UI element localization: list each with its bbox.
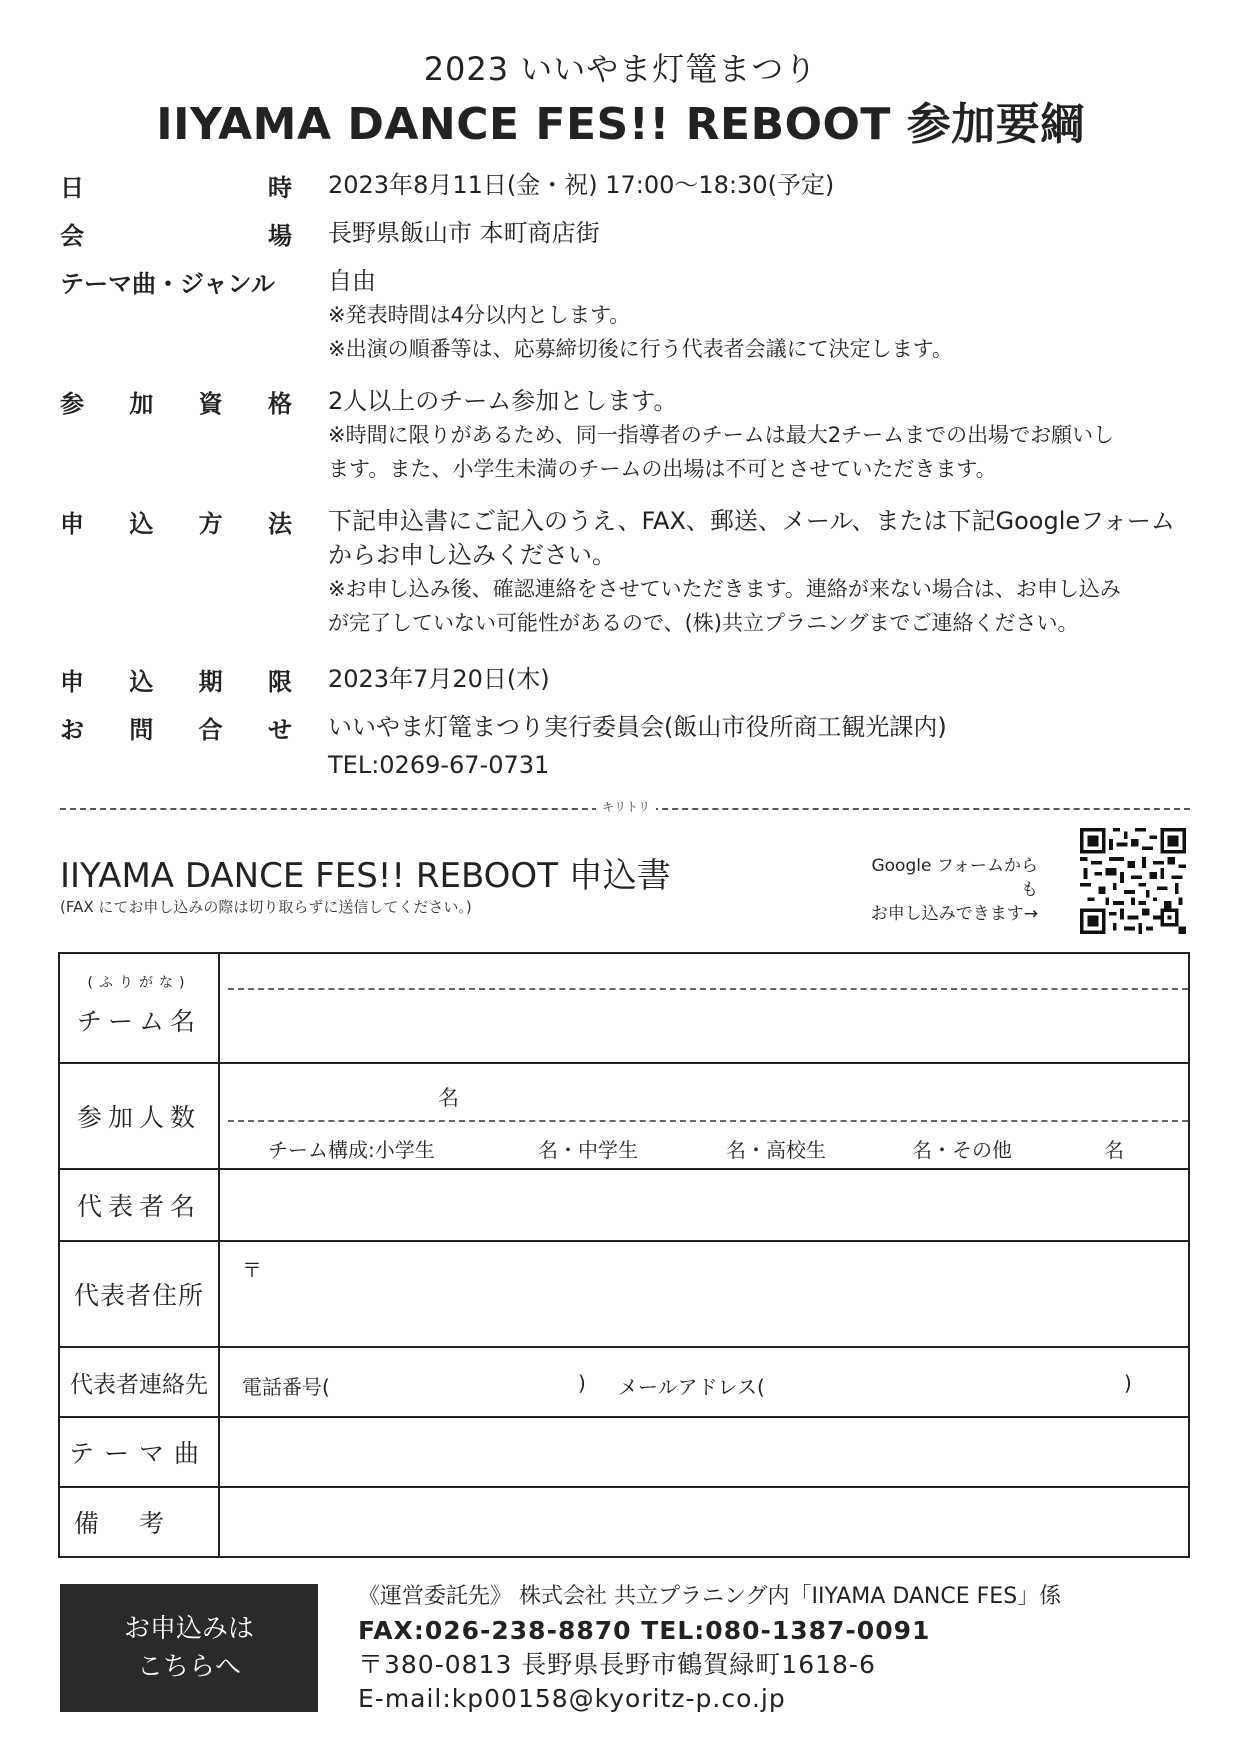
rep-name-field[interactable] — [219, 1169, 1189, 1241]
info-value: 2023年8月11日(金・祝) 17:00〜18:30(予定) — [328, 171, 835, 199]
info-line: 2人以上のチーム参加とします。 — [328, 387, 678, 415]
cut-label: キリトリ — [596, 798, 656, 815]
apply-line: お申込みは — [123, 1614, 254, 1644]
operator-name: 《運営委託先》 株式会社 共立プラニング内「IIYAMA DANCE FES」係 — [358, 1584, 1062, 1609]
phone-close-paren: ) — [578, 1371, 586, 1395]
info-note: ます。また、小学生未満のチームの出場は不可とさせていただきます。 — [328, 457, 997, 481]
phone-label: 電話番号( — [242, 1375, 330, 1399]
form-row-header: 代表者住所 — [59, 1241, 219, 1347]
members-unit-label: 名 — [438, 1086, 459, 1110]
furigana-label: (ふりがな) — [87, 975, 191, 991]
postal-mark: 〒 — [242, 1258, 262, 1282]
page-title: IIYAMA DANCE FES!! REBOOT 参加要綱 — [156, 99, 1085, 150]
composition-area[interactable] — [220, 1122, 1188, 1168]
info-value — [328, 710, 1241, 782]
member-count-area[interactable] — [220, 1064, 1188, 1120]
info-line: 下記申込書にご記入のうえ、FAX、郵送、メール、または下記Googleフォーム — [328, 507, 1175, 535]
qr-code-icon[interactable] — [1080, 828, 1186, 934]
operator-fax-tel: FAX:026-238-8870 TEL:080-1387-0091 — [358, 1616, 931, 1645]
team-name-label: チーム名 — [76, 1007, 201, 1036]
form-row-theme-song — [59, 1417, 1189, 1487]
form-row-rep-name — [59, 1169, 1189, 1241]
theme-song-field[interactable] — [219, 1417, 1189, 1487]
operator-email[interactable]: E-mail:kp00158@kyoritz-p.co.jp — [358, 1684, 786, 1713]
google-note-line: Google フォームからも — [871, 856, 1038, 900]
info-line: TEL:0269-67-0731 — [328, 751, 550, 779]
info-label: 日時 — [60, 174, 292, 202]
composition-elementary-label: チーム構成:小学生 — [268, 1138, 435, 1162]
info-label: 会場 — [60, 222, 292, 250]
composition-high-label: 名・高校生 — [726, 1138, 826, 1162]
composition-middle-label: 名・中学生 — [538, 1138, 638, 1162]
application-form-table — [58, 952, 1190, 1558]
info-value — [328, 384, 1241, 486]
info-note: ※時間に限りがあるため、同一指導者のチームは最大2チームまでの出場でお願いし — [328, 423, 1115, 447]
info-value — [328, 264, 1241, 366]
rep-contact-field[interactable] — [219, 1347, 1189, 1417]
info-label: 申込方法 — [60, 510, 292, 538]
info-label: テーマ曲・ジャンル — [60, 270, 275, 298]
info-note: ※出演の順番等は、応募締切後に行う代表者会議にて決定します。 — [328, 337, 953, 361]
mail-close-paren: ) — [1124, 1371, 1132, 1395]
form-row-header — [59, 953, 219, 1063]
form-row-header: 備考 — [59, 1487, 219, 1557]
info-note: が完了していない可能性があるので、(株)共立プラニングまでご連絡ください。 — [328, 611, 1079, 635]
members-field[interactable] — [219, 1063, 1189, 1169]
form-row-members — [59, 1063, 1189, 1169]
form-row-rep-address — [59, 1241, 1189, 1347]
info-label: お問合せ — [60, 716, 292, 744]
form-row-header: 代表者名 — [59, 1169, 219, 1241]
form-row-team-name — [59, 953, 1189, 1063]
form-row-header: テーマ曲 — [59, 1417, 219, 1487]
info-value — [328, 504, 1241, 640]
composition-end-label: 名 — [1104, 1138, 1124, 1162]
form-title: IIYAMA DANCE FES!! REBOOT 申込書 — [60, 856, 671, 896]
apply-here-box — [60, 1584, 318, 1712]
form-row-header: 代表者連絡先 — [59, 1347, 219, 1417]
form-row-rep-contact — [59, 1347, 1189, 1417]
mail-label: メールアドレス( — [618, 1375, 765, 1399]
team-name-field[interactable] — [219, 953, 1189, 1063]
rep-address-field[interactable] — [219, 1241, 1189, 1347]
team-name-input-area[interactable] — [220, 990, 1188, 1062]
form-row-header: 参加人数 — [59, 1063, 219, 1169]
info-label: 参加資格 — [60, 390, 292, 418]
operator-address: 〒380-0813 長野県長野市鶴賀緑町1618-6 — [358, 1650, 876, 1679]
info-line: からお申し込みください。 — [328, 541, 616, 569]
google-form-note — [860, 854, 1038, 926]
google-note-line: お申し込みできます→ — [870, 904, 1038, 924]
event-subtitle: 2023 いいやま灯篭まつり — [423, 50, 818, 88]
info-value: 2023年7月20日(木) — [328, 665, 550, 693]
info-value: 長野県飯山市 本町商店街 — [328, 219, 600, 247]
info-label: 申込期限 — [60, 668, 292, 696]
info-note: ※お申し込み後、確認連絡をさせていただきます。連絡が来ない場合は、お申し込み — [328, 577, 1121, 601]
info-line: 自由 — [328, 267, 376, 295]
info-note: ※発表時間は4分以内とします。 — [328, 303, 631, 327]
operator-contact — [358, 1580, 1061, 1716]
furigana-field[interactable] — [220, 954, 1188, 988]
apply-line: こちらへ — [136, 1652, 241, 1682]
composition-other-label: 名・その他 — [912, 1138, 1012, 1162]
form-row-remarks — [59, 1487, 1189, 1557]
remarks-field[interactable] — [219, 1487, 1189, 1557]
info-line: いいやま灯篭まつり実行委員会(飯山市役所商工観光課内) — [328, 713, 947, 741]
fax-note: (FAX にてお申し込みの際は切り取らずに送信してください。) — [60, 898, 472, 916]
